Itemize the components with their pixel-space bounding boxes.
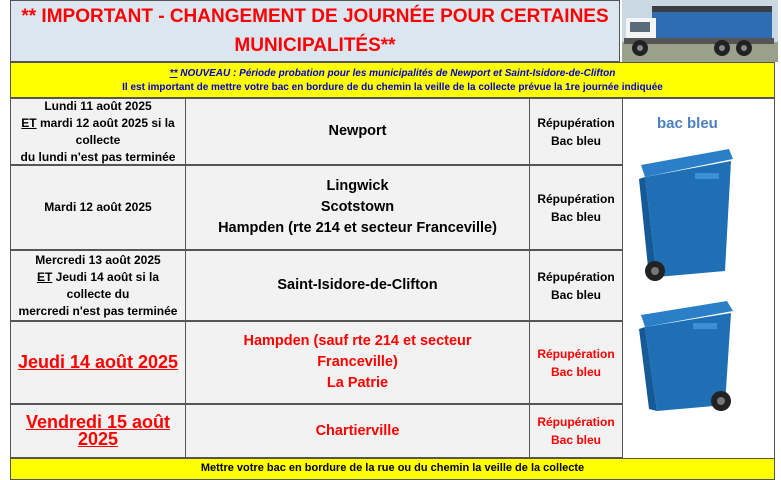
- collection-cell: [530, 405, 622, 457]
- date-line: du lundi n'est pas terminée: [20, 149, 176, 164]
- municipality-cell: [186, 166, 530, 249]
- municipality-name: Lingwick: [326, 178, 389, 194]
- footer-reminder: Mettre votre bac en bordure de la rue ou du chemin la veille de la collecte: [10, 458, 775, 480]
- notice-new-label: NOUVEAU: [180, 68, 231, 79]
- municipality-name: Hampden (rte 214 et secteur Franceville): [218, 220, 497, 236]
- collection-type: Répupération: [537, 415, 615, 429]
- municipality-cell: [186, 322, 530, 403]
- date-line: Mardi 12 août 2025: [44, 200, 152, 214]
- municipality-cell: [186, 405, 530, 457]
- collection-cell: [530, 166, 622, 249]
- collection-type: Répupération: [537, 346, 615, 361]
- garbage-truck-image: [622, 0, 778, 62]
- date-line-text: mardi 12 août 2025 si la collecte: [39, 115, 175, 147]
- date-cell: [11, 99, 186, 164]
- bin-type: Bac bleu: [550, 209, 601, 224]
- announcement-header: [10, 0, 620, 62]
- schedule-row: [10, 404, 623, 458]
- date-line: mercredi n'est pas terminée: [18, 303, 178, 318]
- bin-type: Bac bleu: [550, 133, 601, 148]
- notice-prefix: **: [169, 68, 178, 79]
- municipality-name: Hampden (sauf rte 214 et secteur: [243, 333, 472, 349]
- date-line: Vendredi 15 août 2025: [25, 412, 171, 449]
- et-label: ET: [21, 115, 37, 130]
- collection-cell: [530, 251, 622, 320]
- date-line: Lundi 11 août 2025: [44, 98, 152, 113]
- blue-bin-icon: [637, 297, 737, 415]
- municipality-name: Newport: [328, 123, 387, 139]
- notice-line1: [11, 67, 774, 81]
- date-cell: [11, 405, 186, 457]
- collection-type: Répupération: [537, 115, 615, 130]
- municipality-name: Chartierville: [315, 422, 400, 439]
- header-title-line2: MUNICIPALITÉS**: [234, 35, 396, 56]
- date-cell: [11, 322, 186, 403]
- date-line-text: Jeudi 14 août si la collecte du: [55, 269, 160, 301]
- collection-cell: [530, 322, 622, 403]
- date-cell: [11, 166, 186, 249]
- bin-type: Bac bleu: [550, 433, 601, 447]
- municipality-name: La Patrie: [326, 375, 389, 391]
- et-label: ET: [36, 269, 53, 284]
- blue-bin-icon: [635, 143, 735, 283]
- probation-notice: [10, 62, 775, 98]
- collection-type: Répupération: [537, 191, 615, 206]
- collection-cell: [530, 99, 622, 164]
- date-line: Mercredi 13 août 2025: [35, 252, 161, 267]
- date-cell: [11, 251, 186, 320]
- date-line: [13, 115, 183, 149]
- schedule-row: [10, 321, 623, 404]
- municipality-name: Franceville): [317, 354, 398, 370]
- municipality-name: Scotstown: [320, 199, 395, 215]
- notice-line2: Il est important de mettre votre bac en bordure de du chemin la veille de la collecte prévue la 1re journée indiquée: [122, 82, 663, 93]
- municipality-name: Saint-Isidore-de-Clifton: [277, 277, 438, 293]
- header-title-line1: ** IMPORTANT - CHANGEMENT DE JOURNÉE POUR CERTAINES: [21, 6, 609, 27]
- collection-type: Répupération: [537, 269, 615, 284]
- notice-line1-rest: : Période probation pour les municipalités de Newport et Saint-Isidore-de-Clifton: [230, 68, 616, 79]
- municipality-cell: [186, 99, 530, 164]
- schedule-row: [10, 98, 623, 165]
- bin-label: bac bleu: [657, 115, 718, 132]
- bin-illustration-panel: [623, 98, 775, 458]
- schedule-row: [10, 165, 623, 250]
- bin-type: Bac bleu: [550, 287, 601, 302]
- date-line: Jeudi 14 août 2025: [17, 352, 179, 372]
- date-line: [13, 269, 183, 303]
- municipality-cell: [186, 251, 530, 320]
- schedule-row: [10, 250, 623, 321]
- bin-type: Bac bleu: [550, 364, 601, 379]
